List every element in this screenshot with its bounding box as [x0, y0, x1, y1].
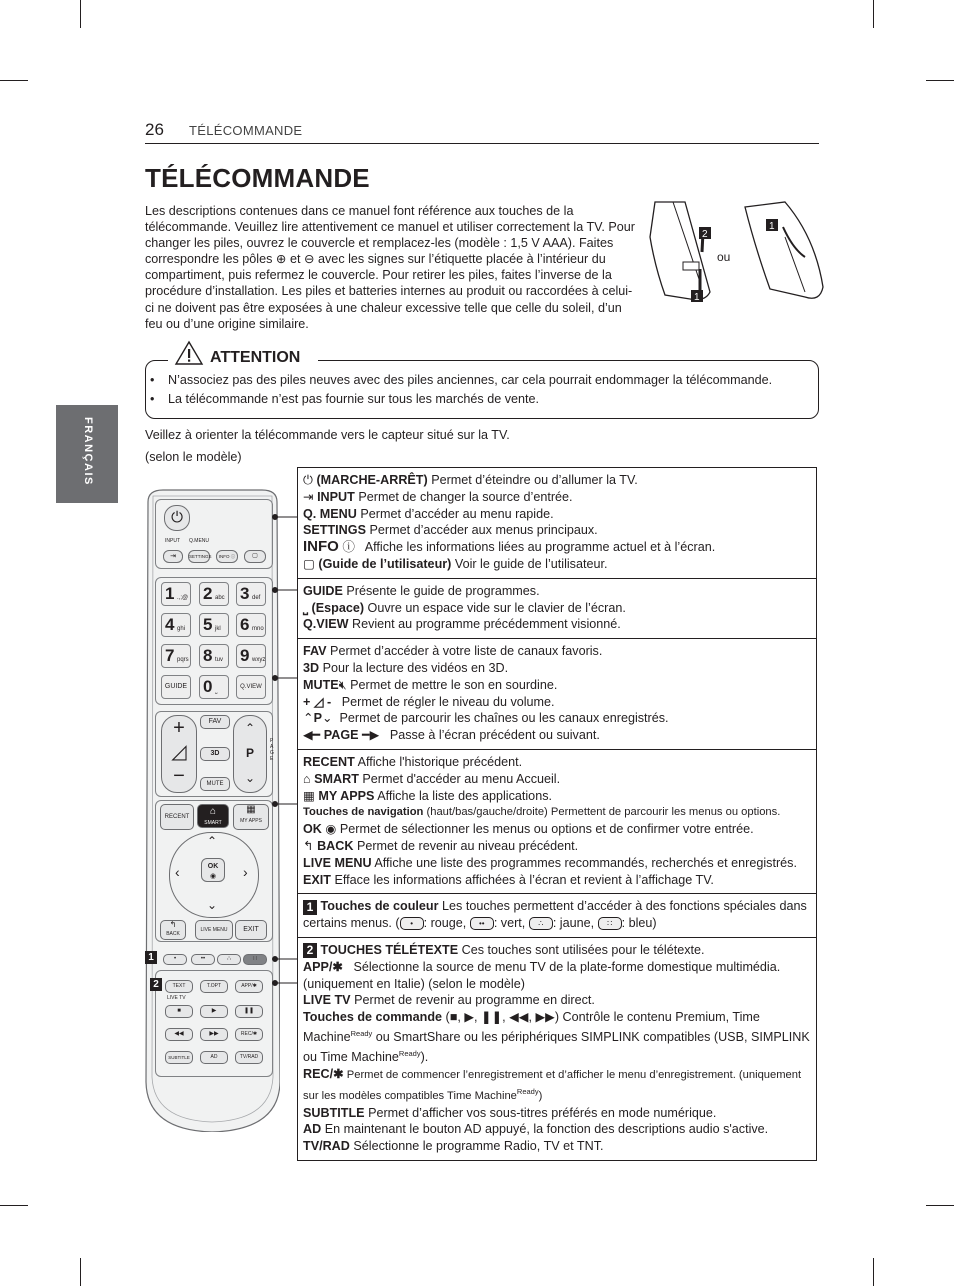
stop-button[interactable]: ■ [165, 1005, 193, 1018]
key-digit: 7 [165, 646, 175, 665]
smart-term: SMART [314, 771, 359, 786]
key-letters: abc [215, 595, 225, 601]
channel-rocker[interactable] [233, 715, 267, 793]
recent-button[interactable]: RECENT [160, 804, 194, 830]
teletext-desc: Ces touches sont utilisées pour le télétexte. [458, 942, 705, 957]
livetv-term: LIVE TV [303, 993, 351, 1008]
remote-badge-2: 2 [150, 978, 162, 991]
ready-sup: Ready [350, 1028, 373, 1038]
volume-term: + ◿ - [303, 694, 332, 709]
orientation-note: Veillez à orienter la télécommande vers le capteur situé sur la TV. [145, 428, 510, 442]
smart-button[interactable] [197, 804, 229, 828]
step-2-label: 2 [702, 229, 708, 240]
arrow-left-icon: ◀━ [303, 728, 321, 743]
play-button[interactable]: ▶ [200, 1005, 228, 1018]
topt-button[interactable]: T.OPT [200, 980, 228, 993]
attention-item-text: La télécommande n’est pas fournie sur tous les marchés de vente. [168, 392, 540, 406]
mute-icon: 🔇︎ [338, 677, 347, 692]
subtitle-term: SUBTITLE [303, 1105, 365, 1120]
guide-desc: Présente le guide de programmes. [342, 583, 540, 598]
power-term: (MARCHE-ARRÊT) [316, 473, 428, 487]
volume-desc: Permet de régler le niveau du volume. [341, 694, 555, 709]
chevron-down-icon: ⌄ [321, 711, 333, 726]
crop-mark [80, 0, 81, 28]
attention-item-text: N’associez pas des piles neuves avec des piles anciennes, car cela pourrait endommager la télécommande. [168, 373, 773, 387]
livetv-desc: Permet de revenir au programme en direct. [350, 993, 595, 1008]
nav-up-icon[interactable]: ⌃ [207, 834, 218, 848]
rewind-button[interactable]: ◀◀ [165, 1028, 193, 1041]
rec-button[interactable]: REC/✱ [235, 1028, 263, 1041]
livemenu-button[interactable]: LIVE MENU [195, 920, 233, 940]
nav-right-icon[interactable]: › [243, 864, 248, 880]
red-label: : rouge, [423, 916, 470, 931]
livetv-label: LIVE TV [167, 995, 186, 1001]
tvrad-desc: Sélectionne le programme Radio, TV et TNT. [349, 1139, 604, 1154]
ok-icon: ◉ [325, 822, 337, 837]
info-button[interactable]: INFO ⓘ [216, 550, 238, 563]
key-letters: wxyz [252, 657, 266, 663]
back-button[interactable] [160, 920, 186, 940]
guide-term: GUIDE [303, 583, 343, 598]
key-digit: 0 [203, 677, 213, 696]
user-guide-term: (Guide de l’utilisateur) [318, 556, 452, 571]
qview-term: Q.VIEW [303, 617, 349, 632]
tvrad-button[interactable]: TV/RAD [235, 1051, 263, 1064]
p-desc: Permet de parcourir les chaînes ou les canaux enregistrés. [339, 711, 669, 726]
space-desc: Ouvre un espace vide sur le clavier de l’écran. [364, 600, 626, 615]
or-label: ou [717, 250, 731, 264]
table-row [298, 894, 817, 938]
red-key[interactable]: • [163, 954, 187, 965]
battery-illustration [645, 197, 825, 307]
space-term: (Espace) [311, 600, 365, 615]
home-icon: ⌂ [303, 771, 311, 786]
ad-term: AD [303, 1122, 322, 1137]
control-keys-term: Touches de commande [303, 1010, 443, 1025]
key-letters: tuv [215, 657, 224, 663]
ready-sup: Ready [516, 1086, 539, 1096]
key-letters: jkl [215, 626, 221, 632]
qmenu-desc: Permet d’accéder au menu rapide. [356, 506, 554, 521]
livemenu-term: LIVE MENU [303, 855, 372, 870]
apps-grid-icon: ▦ [246, 804, 256, 815]
rec-desc-end: ) [538, 1089, 543, 1102]
p-term: P [313, 711, 322, 726]
myapps-label: MY APPS [240, 818, 262, 824]
control-keys-desc-2: ou SmartShare ou les périphériques SIMPLINK compatibles (USB, SIMPLINK ou Time Machine [303, 1030, 810, 1065]
exit-button[interactable]: EXIT [235, 920, 267, 940]
input-term: INPUT [317, 489, 355, 504]
remote-badge-1: 1 [145, 951, 157, 964]
fav-term: FAV [303, 644, 327, 659]
key-4[interactable] [161, 613, 191, 637]
table-row [298, 749, 817, 893]
space-icon: ⎵ [303, 600, 309, 615]
key-letters: def [252, 595, 261, 601]
chevron-up-icon: ⌃ [303, 711, 314, 726]
table-row [298, 639, 817, 750]
ad-desc: En maintenant le bouton AD appuyé, la fonction des descriptions audio s'active. [321, 1122, 769, 1137]
chevron-down-icon: ⌄ [244, 771, 256, 785]
key-digit: 4 [165, 615, 175, 634]
warning-icon [174, 340, 204, 366]
ok-icon: ◉ [209, 873, 217, 880]
page-number: 26 [145, 120, 164, 139]
arrow-right-icon: ━▶ [362, 728, 380, 743]
color-keys-term: Touches de couleur [320, 899, 439, 914]
language-tab-label: FRANÇAIS [82, 417, 94, 486]
smart-label: SMART [204, 820, 222, 826]
key-9[interactable] [236, 644, 266, 668]
key-digit: 6 [240, 615, 250, 634]
step-1-label-b: 1 [769, 221, 775, 232]
guide-button[interactable]: GUIDE [161, 675, 191, 699]
nav-down-icon[interactable]: ⌄ [207, 898, 218, 912]
mute-term: MUTE [303, 677, 339, 692]
info-desc: Affiche les informations liées au programme actuel et à l’écran. [364, 540, 716, 555]
ok-desc: Permet de sélectionner les menus ou options et de confirmer votre entrée. [336, 822, 754, 837]
key-digit: 1 [165, 584, 175, 603]
tvrad-term: TV/RAD [303, 1139, 350, 1154]
recent-term: RECENT [303, 754, 355, 769]
input-button[interactable]: ⇥ [163, 550, 183, 563]
fav-button[interactable]: FAV [200, 715, 230, 729]
attention-label: ATTENTION [210, 349, 301, 366]
myapps-desc: Affiche la liste des applications. [374, 788, 552, 803]
subtitle-button[interactable]: SUBTITLE [165, 1051, 193, 1064]
table-row [298, 578, 817, 638]
myapps-term: MY APPS [318, 788, 375, 803]
blue-key-icon: ∷ [598, 917, 622, 930]
back-term: BACK [317, 838, 354, 853]
nav-left-icon[interactable]: ‹ [175, 864, 180, 880]
myapps-button[interactable] [233, 804, 269, 830]
qmenu-term: Q. MENU [303, 506, 357, 521]
blue-label: : bleu) [621, 916, 657, 931]
user-guide-desc: Voir le guide de l’utilisateur. [451, 556, 608, 571]
button-description-table [297, 467, 817, 1161]
back-icon: ↰ [303, 838, 314, 853]
ok-term: OK [303, 822, 322, 837]
key-digit: 3 [240, 584, 250, 603]
key-8[interactable] [199, 644, 229, 668]
control-keys-desc-3: ). [420, 1050, 429, 1065]
header-rule [145, 143, 819, 144]
mute-desc: Permet de mettre le son en sourdine. [346, 677, 558, 692]
settings-desc: Permet d’accéder aux menus principaux. [365, 523, 598, 538]
running-header: TÉLÉCOMMANDE [189, 123, 303, 138]
key-2[interactable] [199, 582, 229, 606]
back-desc: Permet de revenir au niveau précédent. [353, 838, 579, 853]
crop-mark [873, 0, 874, 28]
fav-desc: Permet d’accéder à votre liste de canaux favoris. [326, 644, 603, 659]
language-tab [56, 405, 118, 503]
key-6[interactable] [236, 613, 266, 637]
home-icon: ⌂ [209, 806, 217, 817]
green-key[interactable]: •• [191, 954, 215, 965]
qview-button[interactable]: Q.VIEW [236, 675, 266, 699]
key-digit: 2 [203, 584, 213, 603]
settings-term: SETTINGS [303, 523, 366, 538]
step-1-label: 1 [694, 292, 700, 303]
color-keys-desc: Les touches permettent d’accéder à des fonctions spéciales dans certains menus. ( [303, 899, 807, 931]
input-desc: Permet de changer la source d’entrée. [354, 489, 573, 504]
recent-desc: Affiche l'historique précédent. [354, 754, 523, 769]
ok-button[interactable] [201, 858, 225, 882]
input-label: INPUT [165, 538, 180, 544]
qview-desc: Revient au programme précédemment visionné. [348, 617, 621, 632]
chevron-up-icon: ⌃ [244, 721, 256, 735]
red-key-icon: • [400, 917, 424, 930]
ok-label: OK [207, 863, 219, 870]
page-term: PAGE [323, 728, 359, 743]
key-digit: 5 [203, 615, 213, 634]
3d-icon: 3D [303, 660, 320, 675]
settings-button[interactable]: SETTINGS [188, 550, 210, 563]
forward-button[interactable]: ▶▶ [200, 1028, 228, 1041]
3d-button[interactable]: 3D [200, 747, 230, 761]
key-letters: ghi [177, 626, 186, 632]
subtitle-desc: Permet d’afficher vos sous-titres préférés en mode numérique. [364, 1105, 717, 1120]
3d-desc: Pour la lecture des vidéos en 3D. [319, 660, 509, 675]
space-icon: ⎵ [215, 688, 218, 694]
crop-mark [873, 1258, 874, 1286]
key-digit: 8 [203, 646, 213, 665]
intro-paragraph: Les descriptions contenues dans ce manuel font référence aux touches de la télécommande. Veuillez lire attentivement ce manuel et utiliser correctement la TV. Pour changer les piles, ouvrez le couvercle et remplacez-les (modèle : 1,5 V AAA). Faites correspondre les pôles ⊕ et ⊖ avec les signes sur l’étiquette placée à l’intérieur du compartiment, puis refermez le couvercle. Pour retirer les piles, faites l’inverse de la procédure d’installation. Les piles et batteries internes au produit ou raccordées à celui-ci ne doivent pas être exposées à une chaleur excessive telle que celle du soleil, d’un feu ou d’une origine similaire. [145, 204, 635, 331]
yellow-key[interactable]: ∴ [217, 954, 241, 965]
control-keys-desc-1: (■, ▶, ❚❚, ◀◀, ▶▶) Contrôle le contenu Premium, Time Machine [303, 1010, 760, 1045]
remote-illustration [145, 482, 280, 1132]
page-desc: Passe à l’écran précédent ou suivant. [389, 728, 600, 743]
page-vertical-label: PAGE [270, 738, 274, 762]
key-letters: pqrs [177, 657, 189, 663]
key-letters: .,;@ [177, 595, 189, 601]
qmenu-label: Q.MENU [189, 538, 209, 544]
livemenu-desc: Affiche une liste des programmes recommandés, recherchés et enregistrés. [371, 855, 797, 870]
blue-key[interactable]: ∷ [243, 954, 267, 965]
key-0[interactable] [199, 675, 229, 699]
key-1[interactable] [161, 582, 191, 606]
info-term: INFO [303, 538, 339, 556]
power-desc: Permet d’éteindre ou d’allumer la TV. [427, 473, 638, 487]
crop-mark [80, 1258, 81, 1286]
yellow-key-icon: ∴ [529, 917, 553, 930]
smart-desc: Permet d'accéder au menu Accueil. [358, 771, 561, 786]
crop-mark [926, 1205, 954, 1206]
teletext-term: TOUCHES TÉLÉTEXTE [320, 942, 459, 957]
volume-rocker[interactable]: + ◿ − [161, 715, 197, 793]
table-row [298, 937, 817, 1160]
yellow-label: : jaune, [552, 916, 598, 931]
text-button[interactable]: TEXT [165, 980, 193, 993]
model-note: (selon le modèle) [145, 450, 242, 464]
channel-label: P [245, 746, 254, 760]
crop-mark [0, 80, 28, 81]
exit-term: EXIT [303, 872, 331, 887]
nav-desc: (haut/bas/gauche/droite) Permettent de parcourir les menus ou options. [423, 806, 781, 819]
key-5[interactable] [199, 613, 229, 637]
key-letters: mno [252, 626, 264, 632]
page-title: TÉLÉCOMMANDE [145, 163, 370, 193]
back-label: BACK [166, 931, 180, 937]
key-3[interactable] [236, 582, 266, 606]
crop-mark [0, 1205, 28, 1206]
nav-term: Touches de navigation [303, 806, 424, 819]
table-row: ⏻ (MARCHE-ARRÊT) Permet d’éteindre ou d’allumer la TV. ⇥ INPUT Permet de changer la source d’entrée. Q. MENU Permet d’accéder au menu rapide. SETTINGS Permet d’accéder aux menus principaux. INFO ⓘ Affiche les informations liées au programme actuel et à l’écran. ▢ (Guide de l’utilisateur) Voir le guide de l’utilisateur. [298, 468, 817, 579]
power-button[interactable]: ⏻ [164, 505, 190, 531]
badge-1: 1 [303, 900, 317, 915]
mute-button[interactable]: MUTE [200, 777, 230, 791]
rec-desc: Permet de commencer l’enregistrement et d’afficher le menu d’enregistrement. (uniquement sur les modèles compatibles Time Machine [303, 1068, 802, 1102]
back-icon: ↰ [169, 920, 177, 929]
crop-mark [926, 80, 954, 81]
app-button[interactable]: APP/✱ [235, 980, 263, 993]
ready-sup: Ready [398, 1048, 421, 1058]
green-key-icon: •• [470, 917, 494, 930]
app-desc: Sélectionne la source de menu TV de la plate-forme domestique multimédia. (uniquement en Italie) (selon le modèle) [303, 959, 781, 991]
ad-button[interactable]: AD [200, 1051, 228, 1064]
user-guide-button[interactable]: ▢ [244, 550, 266, 563]
exit-desc: Efface les informations affichées à l’écran et revient à l’affichage TV. [331, 872, 714, 887]
apps-grid-icon: ▦ [303, 788, 315, 803]
key-digit: 9 [240, 646, 250, 665]
pause-button[interactable]: ❚❚ [235, 1005, 263, 1018]
app-term: APP/✱ [303, 959, 343, 974]
green-label: : vert, [493, 916, 529, 931]
rec-term: REC/✱ [303, 1066, 344, 1081]
key-7[interactable] [161, 644, 191, 668]
badge-2: 2 [303, 943, 317, 958]
